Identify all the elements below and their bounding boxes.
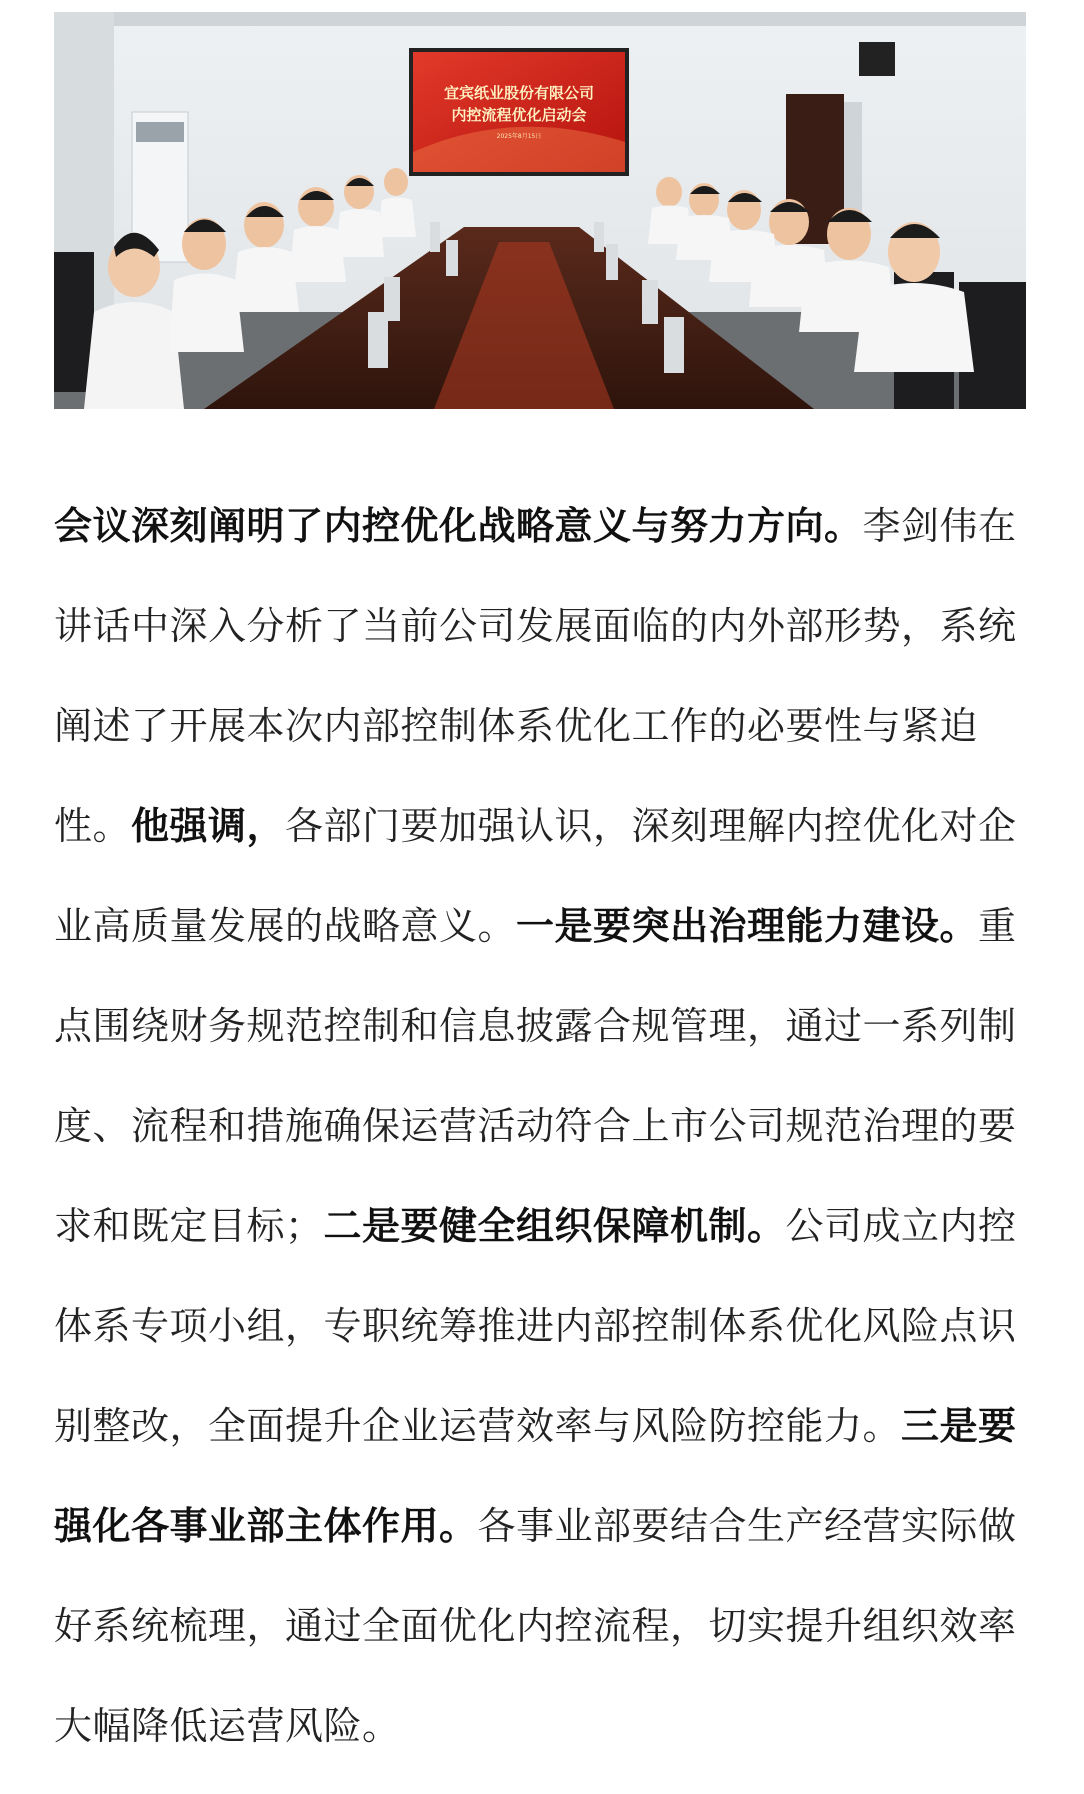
article-body xyxy=(54,476,1029,1776)
article-paragraph xyxy=(54,476,1029,1776)
body-text: 点围绕财务规范控制和信息披露合规管理，通过一系列制 xyxy=(54,1004,1017,1048)
body-text: 阐述了开展本次内部控制体系优化工作的必要性与紧迫 xyxy=(54,704,979,748)
emphasis-text: 会议深刻阐明了内控优化战略意义与努力方向。 xyxy=(54,504,863,548)
article-line xyxy=(54,976,1029,1076)
article-line xyxy=(54,876,1029,976)
body-text: 各事业部要结合生产经营实际做 xyxy=(477,1504,1017,1548)
article-line xyxy=(54,1376,1029,1476)
emphasis-text: 强化各事业部主体作用。 xyxy=(54,1504,478,1548)
body-text: 好系统梳理，通过全面优化内控流程，切实提升组织效率 xyxy=(54,1604,1017,1648)
body-text: 求和既定目标； xyxy=(54,1204,324,1248)
article-line xyxy=(54,1676,1029,1776)
body-text: 李剑伟在 xyxy=(862,504,1017,548)
article-line xyxy=(54,1176,1029,1276)
body-text: 度、流程和措施确保运营活动符合上市公司规范治理的要 xyxy=(54,1104,1017,1148)
body-text: 重 xyxy=(978,904,1017,948)
body-text: 公司成立内控 xyxy=(785,1204,1017,1248)
article-line xyxy=(54,1576,1029,1676)
article-line xyxy=(54,476,1029,576)
emphasis-text: 一是要突出治理能力建设。 xyxy=(516,904,979,948)
body-text: 大幅降低运营风险。 xyxy=(54,1704,401,1748)
screen-date-text: 2025年8月15日 xyxy=(496,133,542,140)
article-line xyxy=(54,1276,1029,1376)
projection-screen xyxy=(409,48,629,176)
article-line xyxy=(54,776,1029,876)
body-text: 别整改，全面提升企业运营效率与风险防控能力。 xyxy=(54,1404,902,1448)
article-line xyxy=(54,676,1029,776)
body-text: 性。 xyxy=(54,804,132,848)
body-text: 各部门要加强认识，深刻理解内控优化对企 xyxy=(285,804,1017,848)
article-line xyxy=(54,1476,1029,1576)
emphasis-text: 二是要健全组织保障机制。 xyxy=(323,1204,786,1248)
article-line xyxy=(54,576,1029,676)
body-text: 讲话中深入分析了当前公司发展面临的内外部形势，系统 xyxy=(54,604,1017,648)
meeting-photo xyxy=(54,12,1026,409)
screen-company-text: 宜宾纸业股份有限公司 xyxy=(443,84,595,102)
emphasis-text: 他强调， xyxy=(131,804,286,848)
screen-event-text: 内控流程优化启动会 xyxy=(451,106,587,124)
emphasis-text: 三是要 xyxy=(901,1404,1017,1448)
body-text: 体系专项小组，专职统筹推进内部控制体系优化风险点识 xyxy=(54,1304,1017,1348)
meeting-room-illustration xyxy=(54,12,1026,409)
body-text: 业高质量发展的战略意义。 xyxy=(54,904,517,948)
article-line xyxy=(54,1076,1029,1176)
